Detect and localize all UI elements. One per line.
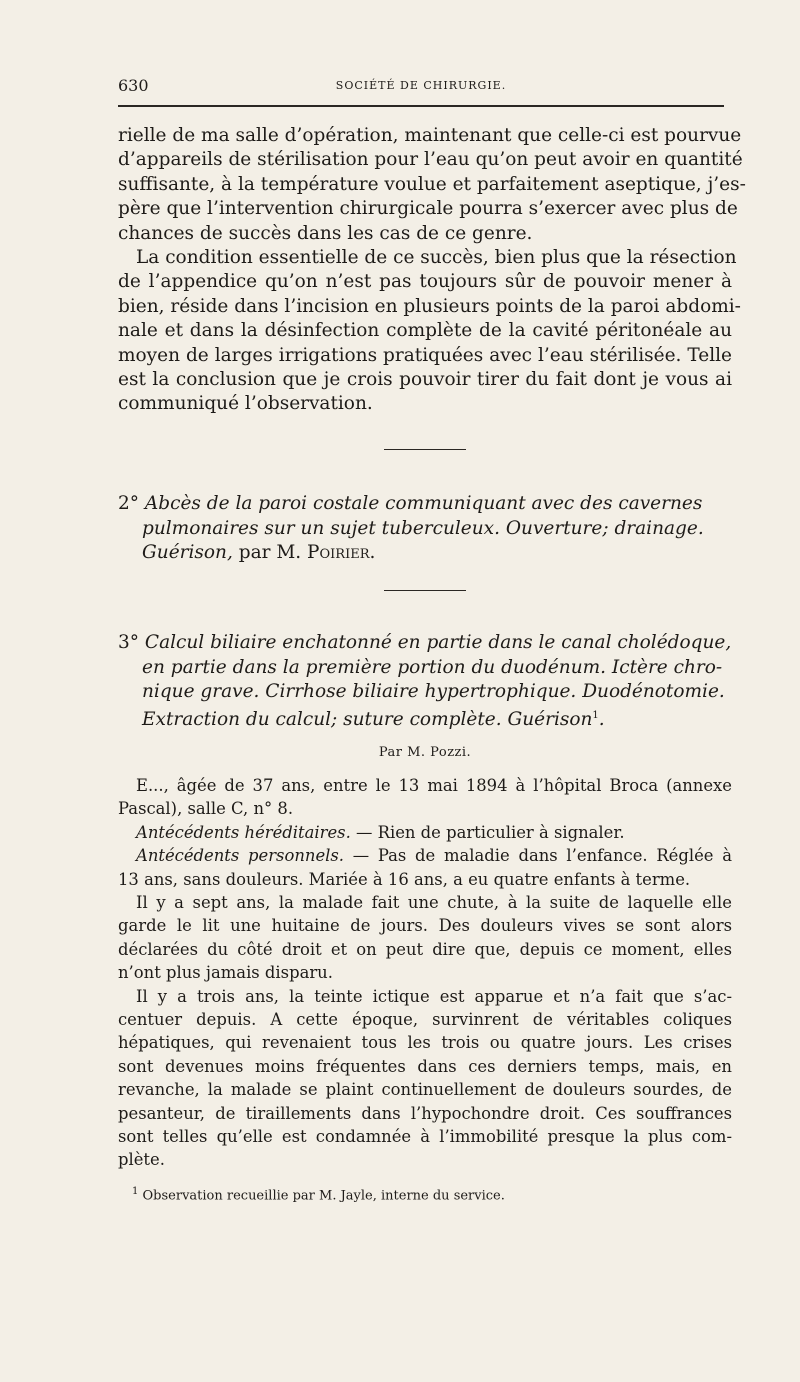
- footnote-number: 1: [132, 1185, 139, 1197]
- text-line: Il y a sept ans, la malade fait une chute, à la suite de laquelle elle: [136, 892, 732, 912]
- text-line: Pascal), salle C, n° 8.: [118, 799, 294, 819]
- text-line: Il y a trois ans, la teinte ictique est apparue et n’a fait que s’ac-: [136, 986, 732, 1006]
- title-line: en partie dans la première portion du duodénum. Ictère chro-: [142, 656, 723, 678]
- text-line: n’ont plus jamais disparu.: [118, 963, 333, 983]
- text-line: rielle de ma salle d’opération, maintenant que celle-ci est pourvue: [118, 125, 742, 146]
- section-3-byline: Par M. Pozzi.: [378, 744, 472, 760]
- text-body: [118, 124, 746, 1204]
- conclusion-paragraph: [118, 246, 741, 417]
- title-end: .: [598, 709, 605, 731]
- page-header: [118, 76, 724, 100]
- title-line: Abcès de la paroi costale communiquant avec des cavernes: [144, 493, 703, 515]
- text-line: chances de succès dans les cas de ce genre.: [118, 222, 533, 244]
- footnote-text: Observation recueillie par M. Jayle, interne du service.: [138, 1188, 505, 1204]
- text-line: revanche, la malade se plaint continuellement de douleurs sourdes, de: [118, 1080, 732, 1100]
- text-line: bien, réside dans l’incision en plusieurs points de la paroi abdomi-: [118, 295, 741, 317]
- intro-paragraph: [118, 124, 746, 246]
- running-title: SOCIÉTÉ DE CHIRURGIE.: [335, 79, 507, 92]
- text-line: communiqué l’observation.: [118, 393, 373, 415]
- case-paragraph: [118, 774, 732, 821]
- title-line: Calcul biliaire enchatonné en partie dans le canal cholédoque,: [144, 632, 732, 654]
- text-line: moyen de larges irrigations pratiquées avec l’eau stérilisée. Telle: [118, 344, 732, 366]
- history-paragraph-1: [118, 891, 732, 985]
- footnote-marker: 1: [592, 710, 599, 722]
- text-line: garde le lit une huitaine de jours. Des douleurs vives se sont alors: [118, 916, 732, 936]
- text-line: est la conclusion que je crois pouvoir tirer du fait dont je vous ai: [118, 369, 732, 391]
- text-line: centuer depuis. A cette époque, survinrent de véritables coliques: [118, 1009, 732, 1029]
- hereditary-text: — Rien de particulier à signaler.: [350, 822, 625, 842]
- section-3-title: [118, 631, 732, 733]
- title-line: Guérison,: [142, 542, 233, 564]
- text-line: sont devenues moins fréquentes dans ces derniers temps, mais, en: [118, 1056, 732, 1076]
- text-line: suffisante, à la température voulue et parfaitement aseptique, j’es-: [118, 173, 746, 195]
- text-line: La condition essentielle de ce succès, bien plus que la résection: [136, 247, 737, 269]
- section-number: 3°: [118, 632, 140, 654]
- personal-label: Antécédents personnels.: [136, 846, 345, 866]
- text-line: d’appareils de stérilisation pour l’eau qu’on peut avoir en quantité: [118, 149, 743, 171]
- header-rule: [118, 105, 724, 107]
- text-line: déclarées du côté droit et on peut dire que, depuis ce moment, elles: [118, 939, 732, 959]
- history-paragraph-2: [118, 985, 732, 1172]
- title-line: Extraction du calcul; suture complète. Guérison: [142, 709, 593, 731]
- personal-text: — Pas de maladie dans l’enfance. Réglée à: [344, 846, 732, 866]
- title-line: pulmonaires sur un sujet tuberculeux. Ouverture; drainage.: [142, 517, 704, 539]
- section-2-title: [118, 492, 732, 565]
- section-number: 2°: [118, 493, 140, 515]
- text-line: 13 ans, sans douleurs. Mariée à 16 ans, a eu quatre enfants à terme.: [118, 869, 691, 889]
- text-line: E..., âgée de 37 ans, entre le 13 mai 1894 à l’hôpital Broca (annexe: [136, 775, 732, 795]
- hereditary-label: Antécédents héréditaires.: [136, 822, 351, 842]
- text-line: hépatiques, qui revenaient tous les trois ou quatre jours. Les crises: [118, 1033, 732, 1053]
- text-line: sont telles qu’elle est condamnée à l’immobilité presque la plus com-: [118, 1126, 732, 1146]
- footnote: [118, 1186, 732, 1203]
- author-name: Poirier.: [307, 542, 376, 564]
- personal-paragraph: [118, 844, 732, 891]
- section-separator: [384, 449, 466, 451]
- text-line: nale et dans la désinfection complète de la cavité péritonéale au: [118, 320, 732, 342]
- text-line: de l’appendice qu’on n’est pas toujours sûr de pouvoir mener à: [118, 271, 732, 293]
- page-number: 630: [118, 76, 149, 95]
- section-separator: [384, 590, 466, 592]
- text-line: père que l’intervention chirurgicale pourra s’exercer avec plus de: [118, 198, 738, 220]
- text-line: pesanteur, de tiraillements dans l’hypochondre droit. Ces souffrances: [118, 1103, 732, 1123]
- hereditary-paragraph: [118, 821, 732, 844]
- author-prefix: par M.: [238, 542, 302, 564]
- title-line: nique grave. Cirrhose biliaire hypertrophique. Duodénotomie.: [142, 680, 725, 702]
- text-line: plète.: [118, 1150, 165, 1170]
